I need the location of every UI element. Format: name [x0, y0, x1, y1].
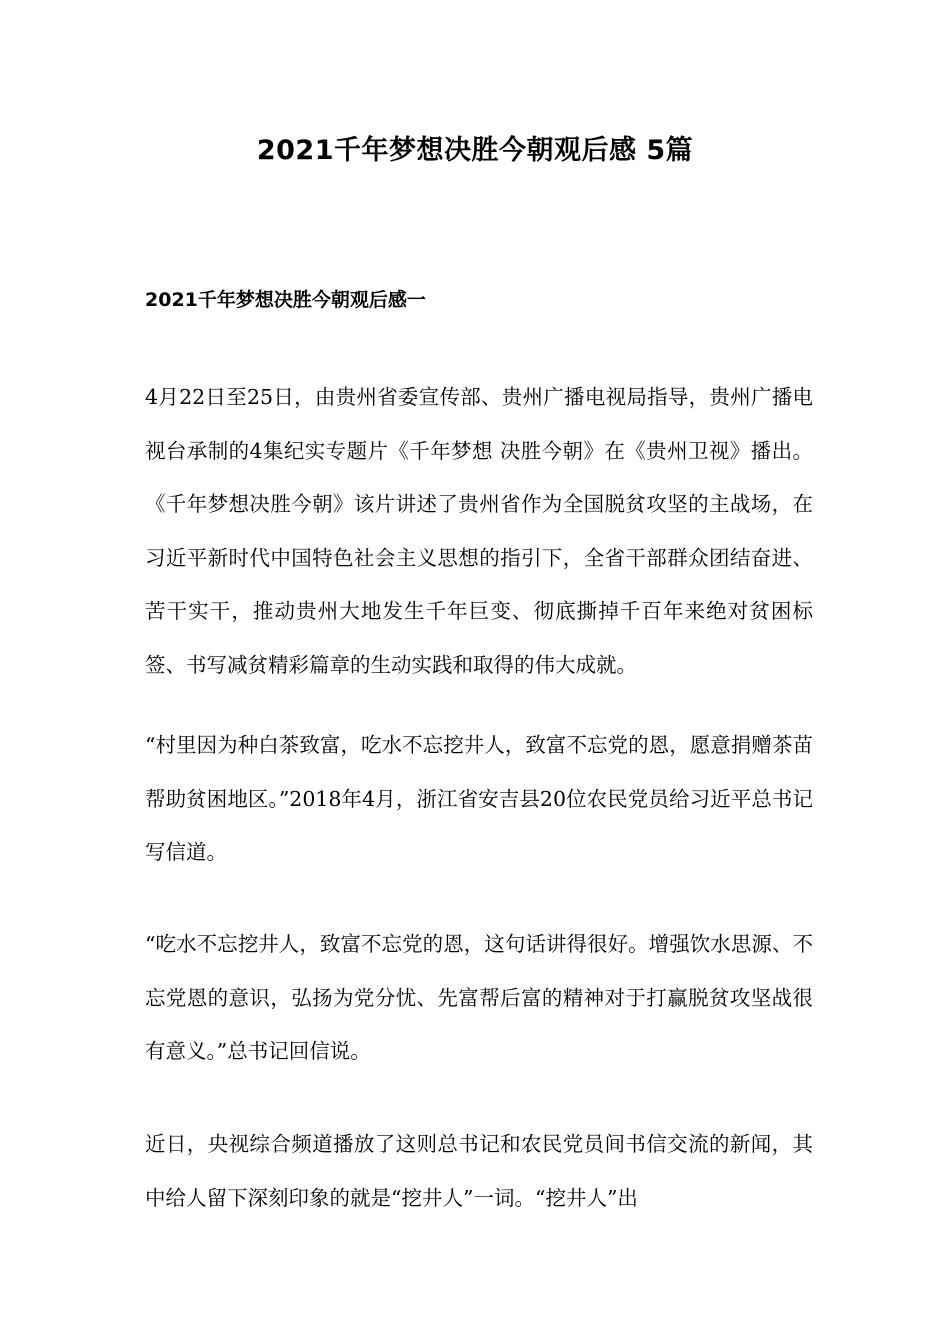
paragraph-2: “村里因为种白茶致富，吃水不忘挖井人，致富不忘党的恩，愿意捐赠茶苗帮助贫困地区。”2018年4月，浙江省安吉县20位农民党员给习近平总书记写信道。 [145, 733, 813, 864]
document-title: 2021千年梦想决胜今朝观后感 5篇 [256, 135, 694, 166]
section-heading: 2021千年梦想决胜今朝观后感一 [145, 289, 426, 311]
paragraph-4: 近日，央视综合频道播放了这则总书记和农民党员间书信交流的新闻，其中给人留下深刻印象的就是“挖井人”一词。“挖井人”出 [145, 1132, 813, 1210]
paragraph-3: “吃水不忘挖井人，致富不忘党的恩，这句话讲得很好。增强饮水思源、不忘党恩的意识，弘扬为党分忧、先富帮后富的精神对于打赢脱贫攻坚战很有意义。”总书记回信说。 [145, 932, 813, 1063]
paragraph-1: 4月22日至25日，由贵州省委宣传部、贵州广播电视局指导，贵州广播电视台承制的4集纪实专题片《千年梦想 决胜今朝》在《贵州卫视》播出。《千年梦想决胜今朝》该片讲述了贵州省作为全国脱贫攻坚的主战场，在习近平新时代中国特色社会主义思想的指引下，全省干部群众团结奋进、苦干实干，推动贵州大地发生千年巨变、彻底撕掉千百年来绝对贫困标签、书写减贫精彩篇章的生动实践和取得的伟大成就。 [145, 385, 813, 677]
